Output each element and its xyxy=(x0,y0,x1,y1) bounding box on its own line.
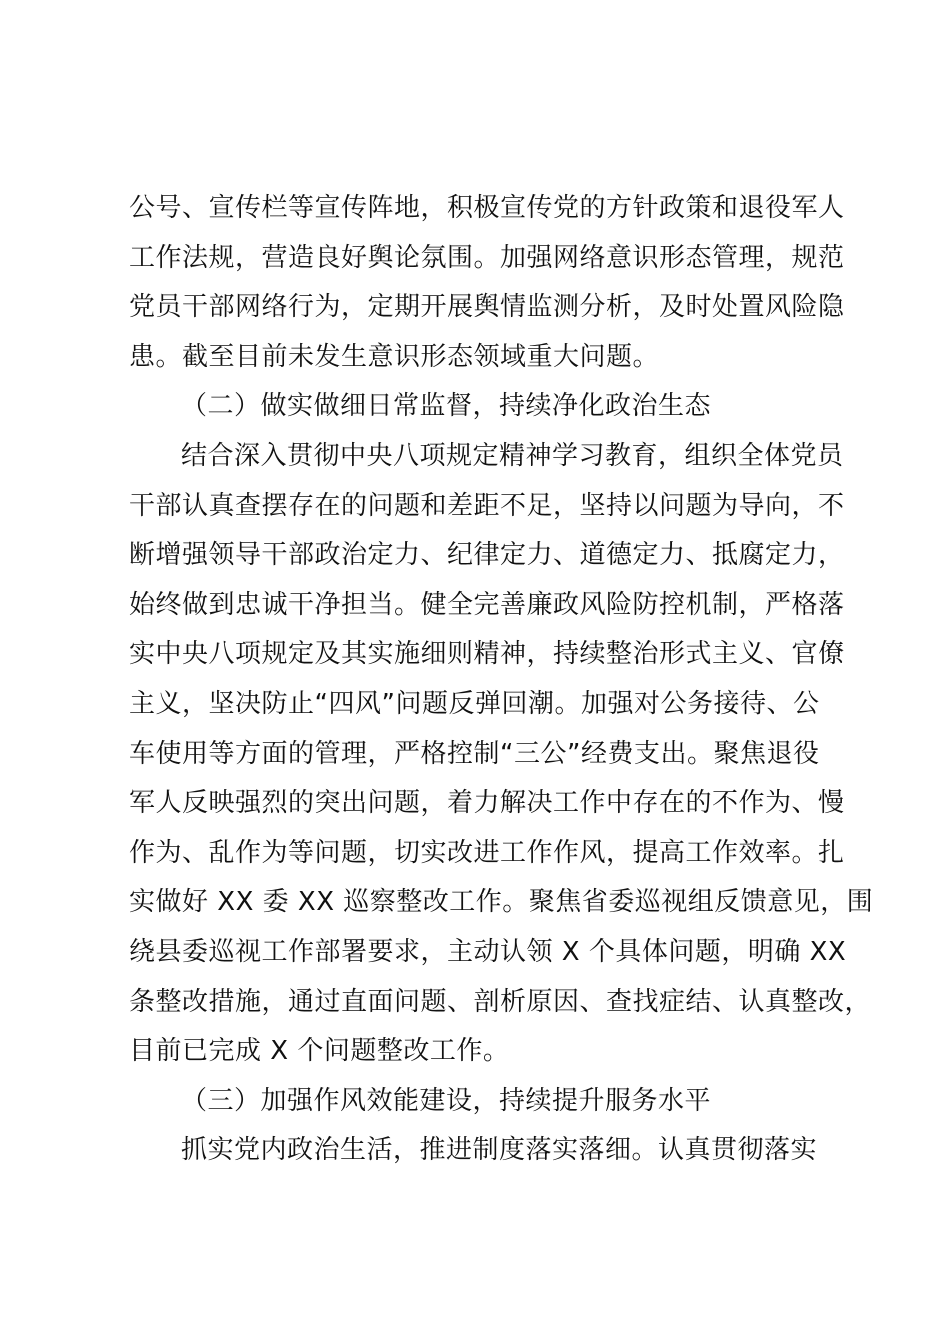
paragraph-line: 实中央八项规定及其实施细则精神，持续整治形式主义、官僚 xyxy=(129,639,845,670)
paragraph-line: 车使用等方面的管理，严格控制“三公”经费支出。聚焦退役 xyxy=(129,738,820,769)
paragraph-line: 抓实党内政治生活，推进制度落实落细。认真贯彻落实 xyxy=(181,1135,818,1166)
paragraph-line: 始终做到忠诚干净担当。健全完善廉政风险防控机制，严格落 xyxy=(129,589,845,620)
paragraph-line: 作为、乱作为等问题，切实改进工作作风，提高工作效率。扎 xyxy=(129,837,845,868)
paragraph-line: 患。截至目前未发生意识形态领域重大问题。 xyxy=(129,341,660,372)
paragraph-line: 工作法规，营造良好舆论氛围。加强网络意识形态管理，规范 xyxy=(129,242,845,273)
section-heading-3: （三）加强作风效能建设，持续提升服务水平 xyxy=(181,1085,712,1116)
paragraph-line: 断增强领导干部政治定力、纪律定力、道德定力、抵腐定力， xyxy=(129,540,845,571)
paragraph-line: 公号、宣传栏等宣传阵地，积极宣传党的方针政策和退役军人 xyxy=(129,193,845,223)
paragraph-line: 目前已完成 X 个问题整改工作。 xyxy=(129,1036,510,1067)
paragraph-line: 实做好 XX 委 XX 巡察整改工作。聚焦省委巡视组反馈意见，围 xyxy=(129,887,874,918)
paragraph-line: 军人反映强烈的突出问题，着力解决工作中存在的不作为、慢 xyxy=(129,788,845,819)
paragraph-line: 干部认真查摆存在的问题和差距不足，坚持以问题为导向，不 xyxy=(129,490,845,521)
paragraph-line: 党员干部网络行为，定期开展舆情监测分析，及时处置风险隐 xyxy=(129,292,845,323)
document-body xyxy=(129,184,874,1176)
paragraph-line: 主义，坚决防止“四风”问题反弹回潮。加强对公务接待、公 xyxy=(129,688,820,719)
paragraph-line: 结合深入贯彻中央八项规定精神学习教育，组织全体党员 xyxy=(181,440,844,471)
paragraph-line: 条整改措施，通过直面问题、剖析原因、查找症结、认真整改， xyxy=(129,986,872,1017)
paragraph-line: 绕县委巡视工作部署要求，主动认领 X 个具体问题，明确 XX xyxy=(129,936,847,967)
section-heading-2: （二）做实做细日常监督，持续净化政治生态 xyxy=(181,391,712,422)
